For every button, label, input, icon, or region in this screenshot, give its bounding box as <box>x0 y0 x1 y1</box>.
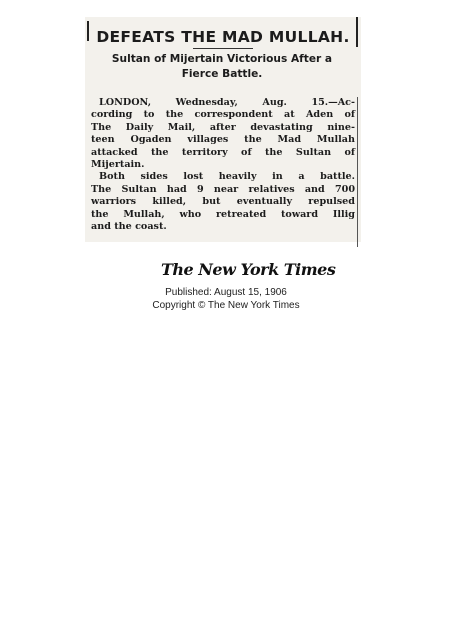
body-line: The Daily Mail, after devastating nine- <box>91 121 355 133</box>
body-line: LONDON, Wednesday, Aug. 15.—Ac- <box>99 97 355 108</box>
newspaper-clipping <box>85 17 361 242</box>
body-line: Both sides lost heavily in a battle. <box>99 171 355 183</box>
article-body <box>91 97 355 233</box>
body-line: teen Ogaden villages the Mad Mullah <box>91 134 355 146</box>
body-line: warriors killed, but eventually repulsed <box>91 196 355 208</box>
body-line: attacked the territory of the Sultan of <box>91 146 355 158</box>
column-rule-left <box>87 21 89 41</box>
article-headline: DEFEATS THE MAD MULLAH. <box>96 28 350 46</box>
body-line: The Sultan had 9 near relatives and 700 <box>91 183 355 195</box>
column-rule-right <box>356 17 358 47</box>
article-subhead <box>89 52 355 82</box>
published-date: Published: August 15, 1906 <box>165 287 287 298</box>
subhead-line: Sultan of Mijertain Victorious After a <box>111 53 333 65</box>
body-line: Mijertain. <box>91 159 145 171</box>
copyright-notice: Copyright © The New York Times <box>152 300 300 311</box>
nyt-masthead-logo: The New York Times <box>161 260 336 279</box>
body-line: the Mullah, who retreated toward Illig <box>91 208 355 220</box>
column-rule-right-lower <box>357 97 358 247</box>
body-line: and the coast. <box>91 221 167 233</box>
headline-divider <box>193 48 253 49</box>
body-line: cording to the correspondent at Aden of <box>91 109 355 121</box>
subhead-line: Fierce Battle. <box>181 68 263 80</box>
